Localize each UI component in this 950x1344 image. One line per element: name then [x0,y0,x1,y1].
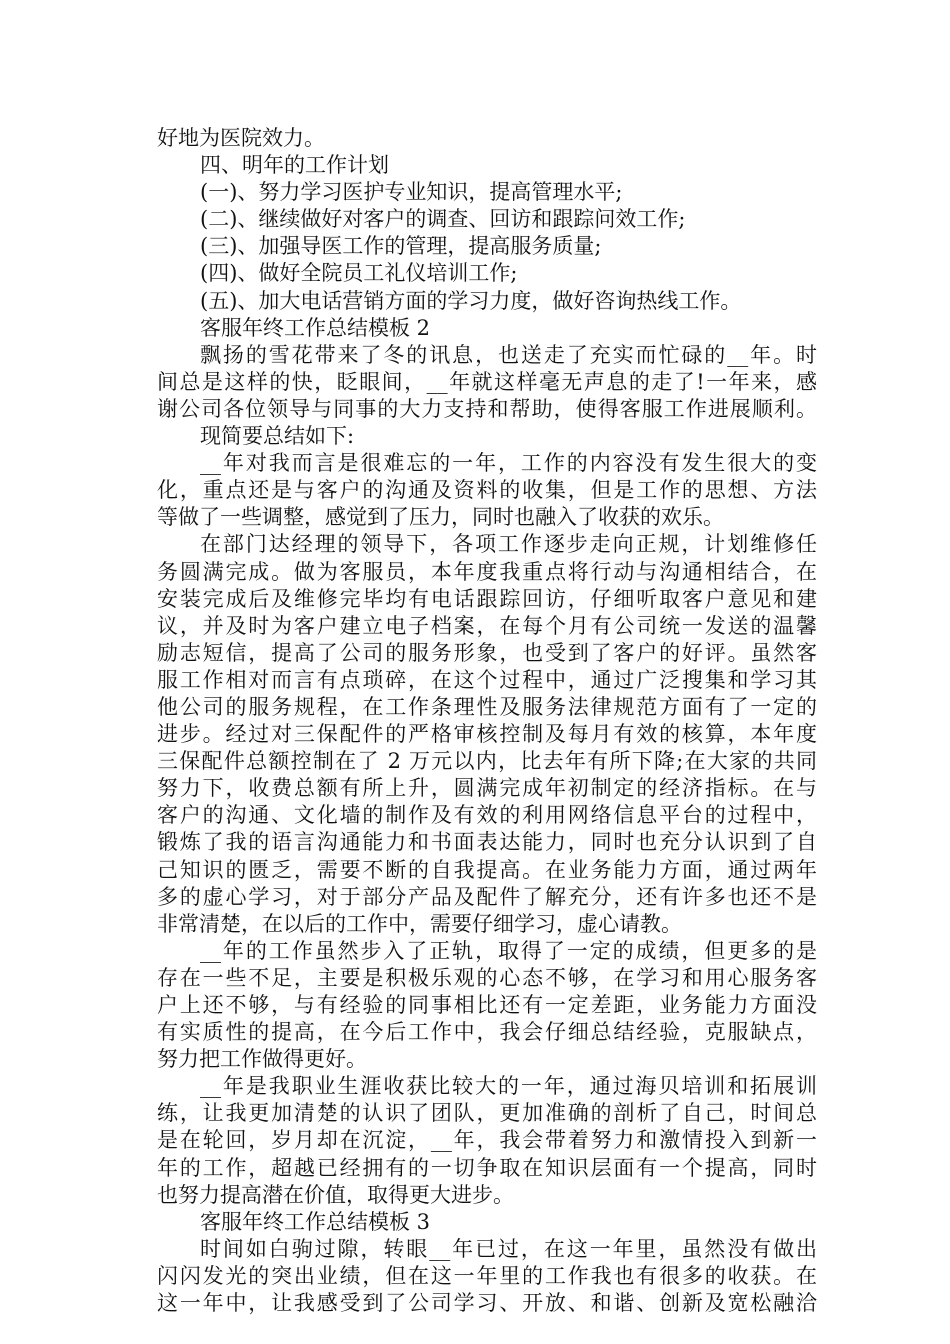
text-line: __年的工作虽然步入了正轨，取得了一定的成绩，但更多的是 [200,938,817,963]
text-line: 务圆满完成。做为客服员，本年度我重点将行动与沟通相结合，在 [157,559,817,584]
text-line: 议，并及时为客户建立电子档案，在每个月有公司统一发送的温馨 [157,613,817,638]
text-line: 三保配件总额控制在了 2 万元以内，比去年有所下降;在大家的共同 [157,749,817,774]
text-line: 飘扬的雪花带来了冬的讯息，也送走了充实而忙碌的__年。时 [200,342,817,367]
text-line: 服工作相对而言有点琐碎，在这个过程中，通过广泛搜集和学习其 [157,667,817,692]
text-line: (三)、加强导医工作的管理，提高服务质量; [200,234,602,259]
text-line: 练，让我更加清楚的认识了团队，更加准确的剖析了自己，时间总 [157,1101,817,1126]
text-line: 是在轮回，岁月却在沉淀，__年，我会带着努力和激情投入到新一 [157,1128,817,1153]
text-line: 多的虚心学习，对于部分产品及配件了解充分，还有许多也还不是 [157,884,817,909]
text-line: 客户的沟通、文化墙的制作及有效的利用网络信息平台的过程中， [157,803,817,828]
text-line: 努力下，收费总额有所上升，圆满完成年初制定的经济指标。在与 [157,776,817,801]
text-line: 存在一些不足，主要是积极乐观的心态不够，在学习和用心服务客 [157,965,817,990]
text-line: 有实质性的提高，在今后工作中，我会仔细总结经验，克服缺点， [157,1020,817,1045]
text-line: 户上还不够，与有经验的同事相比还有一定差距，业务能力方面没 [157,993,817,1017]
text-line: (四)、做好全院员工礼仪培训工作; [200,261,518,286]
text-line: 锻炼了我的语言沟通能力和书面表达能力，同时也充分认识到了自 [157,830,817,855]
text-line: 他公司的服务规程，在工作条理性及服务法律规范方面有了一定的 [157,694,817,719]
text-line: __年是我职业生涯收获比较大的一年，通过海贝培训和拓展训 [200,1074,817,1099]
text-line: 安装完成后及维修完毕均有电话跟踪回访，仔细听取客户意见和建 [157,586,817,611]
text-line: 间总是这样的快，眨眼间，__年就这样毫无声息的走了!一年来，感 [157,369,817,394]
text-line: 努力把工作做得更好。 [157,1047,367,1072]
text-line: 也努力提高潜在价值，取得更大进步。 [157,1182,514,1207]
text-line: 现简要总结如下: [200,424,355,449]
text-line: 励志短信，提高了公司的服务形象，也受到了客户的好评。虽然客 [157,640,817,665]
text-line: 等做了一些调整，感觉到了压力，同时也融入了收获的欢乐。 [157,505,724,530]
text-line: 闪闪发光的突出业绩，但在这一年里的工作我也有很多的收获。在 [157,1263,817,1288]
text-line: 四、明年的工作计划 [200,153,389,178]
text-line: __年对我而言是很难忘的一年，工作的内容没有发生很大的变 [200,451,817,476]
text-line: 己知识的匮乏，需要不断的自我提高。在业务能力方面，通过两年 [157,857,817,882]
text-line: 时间如白驹过隙，转眼__年已过，在这一年里，虽然没有做出 [200,1236,817,1261]
text-line: (五)、加大电话营销方面的学习力度，做好咨询热线工作。 [200,288,742,313]
text-line: (二)、继续做好对客户的调查、回访和跟踪问效工作; [200,207,686,232]
text-line: 客服年终工作总结模板 2 [200,315,431,340]
text-line: 年的工作，超越已经拥有的一切争取在知识层面有一个提高，同时 [157,1155,817,1180]
text-line: 好地为医院效力。 [157,126,325,150]
text-line: 谢公司各位领导与同事的大力支持和帮助，使得客服工作进展顺利。 [157,396,817,421]
text-line: (一)、努力学习医护专业知识，提高管理水平; [200,180,623,205]
document-body [157,125,817,1317]
text-line: 化，重点还是与客户的沟通及资料的收集，但是工作的思想、方法 [157,478,817,503]
text-line: 这一年中，让我感受到了公司学习、开放、和谐、创新及宽松融洽 [157,1291,817,1316]
text-line: 客服年终工作总结模板 3 [200,1209,431,1234]
text-line: 在部门达经理的领导下，各项工作逐步走向正规，计划维修任 [200,532,817,557]
text-line: 进步。经过对三保配件的严格审核控制及每月有效的核算，本年度 [157,722,817,747]
text-line: 非常清楚，在以后的工作中，需要仔细学习，虚心请教。 [157,911,682,936]
